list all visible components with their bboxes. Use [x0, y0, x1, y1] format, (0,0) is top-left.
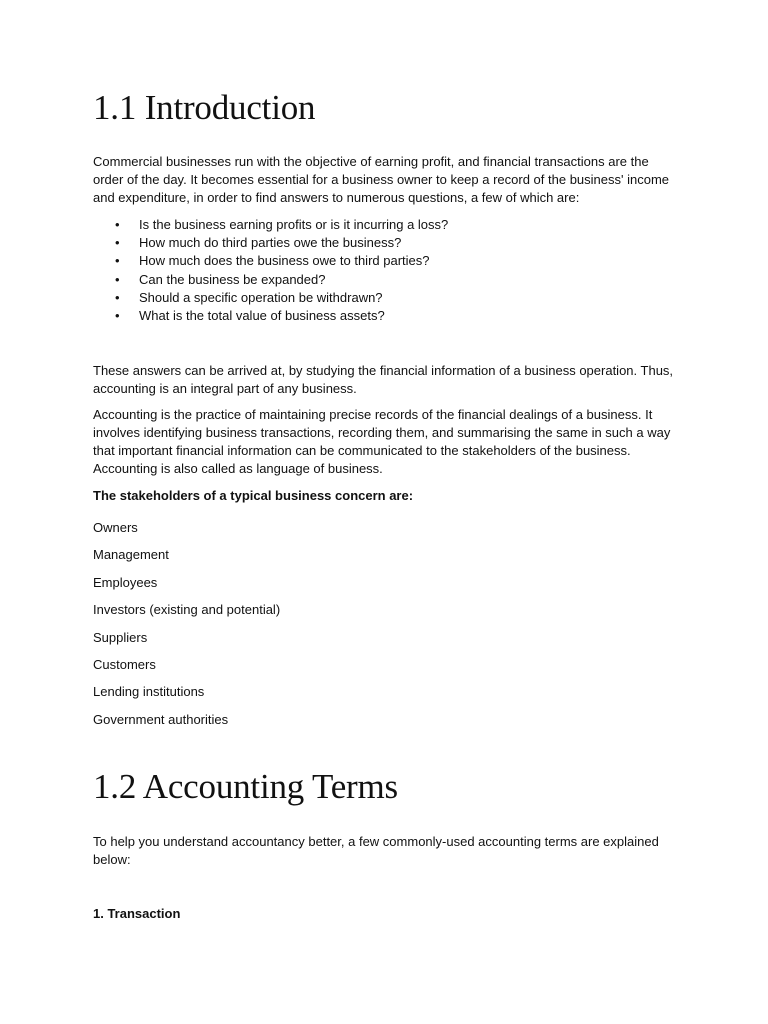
list-item-text: Should a specific operation be withdrawn?	[139, 289, 383, 305]
answers-paragraph: These answers can be arrived at, by studying the financial information of a business operation. Thus, accounting is an integral part of any business.	[93, 363, 674, 396]
list-item	[93, 307, 678, 325]
term-heading-transaction: 1. Transaction	[93, 906, 181, 921]
bullet-icon: •	[115, 271, 120, 287]
section-heading-introduction: 1.1 Introduction	[93, 88, 316, 127]
bullet-icon: •	[115, 217, 120, 232]
bullet-icon: •	[115, 289, 120, 305]
list-item	[93, 234, 678, 252]
bullet-icon: •	[115, 253, 120, 269]
list-item-text: What is the total value of business assets?	[139, 308, 385, 324]
list-item-text: How much do third parties owe the business?	[139, 235, 402, 251]
section-heading-accounting-terms: 1.2 Accounting Terms	[93, 767, 398, 806]
list-item-text: Can the business be expanded?	[139, 271, 326, 287]
stakeholder-suppliers: Suppliers	[93, 629, 148, 645]
stakeholders-list	[93, 519, 678, 738]
stakeholder-employees: Employees	[93, 574, 158, 590]
stakeholder-lending-institutions: Lending institutions	[93, 684, 205, 700]
terms-intro-paragraph: To help you understand accountancy better, a few commonly-used accounting terms are explained below:	[93, 834, 659, 867]
stakeholder-customers: Customers	[93, 656, 156, 672]
list-item	[93, 289, 678, 307]
list-item	[93, 252, 678, 270]
stakeholders-heading: The stakeholders of a typical business concern are:	[93, 488, 414, 503]
questions-list	[93, 216, 678, 325]
bullet-icon: •	[115, 308, 120, 324]
stakeholder-management: Management	[93, 547, 169, 563]
list-item	[93, 216, 678, 234]
bullet-icon: •	[115, 235, 120, 251]
stakeholder-owners: Owners	[93, 520, 138, 535]
intro-paragraph: Commercial businesses run with the objective of earning profit, and financial transactions are the order of the day. It becomes essential for a business owner to keep a record of the business' income and expenditure, in order to find answers to numerous questions, a few of which are:	[93, 154, 669, 205]
stakeholder-government-authorities: Government authorities	[93, 711, 229, 727]
list-item-text: How much does the business owe to third parties?	[139, 253, 430, 269]
list-item-text: Is the business earning profits or is it incurring a loss?	[139, 217, 449, 232]
list-item	[93, 271, 678, 289]
accounting-definition-paragraph: Accounting is the practice of maintaining precise records of the financial dealings of a business. It involves identifying business transactions, recording them, and summarising the same in such a way that important financial information can be communicated to the stakeholders of the business. Accounting is also called as language of business.	[93, 407, 671, 476]
stakeholder-investors: Investors (existing and potential)	[93, 602, 281, 618]
